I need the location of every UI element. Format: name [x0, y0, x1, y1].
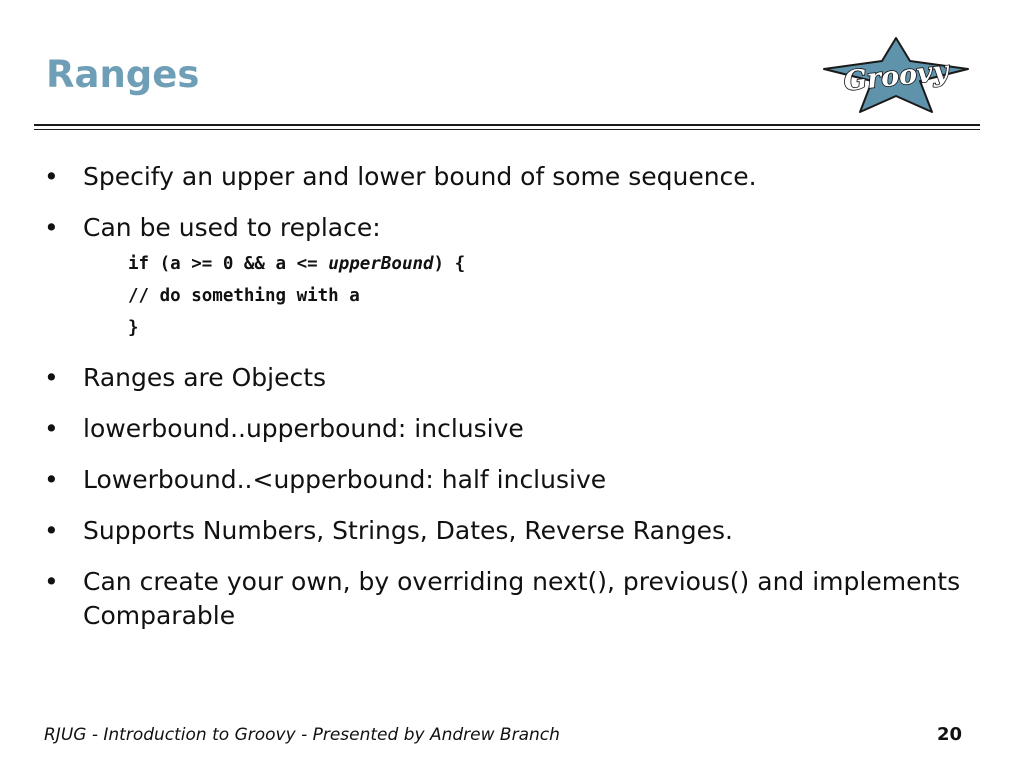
slide-title: Ranges	[46, 53, 200, 96]
bullet-item	[44, 211, 964, 245]
bullet-item	[44, 412, 964, 446]
bullet-item	[44, 565, 964, 633]
groovy-logo	[822, 36, 970, 114]
bullet-text: Lowerbound..<upperbound: half inclusive	[83, 465, 607, 494]
title-divider	[34, 124, 980, 126]
code-italic: upperBound	[328, 254, 434, 274]
bullet-text: Can create your own, by overriding next(), previous() and implements Comparable	[83, 567, 961, 630]
bullet-dot: •	[44, 213, 59, 242]
bullet-dot: •	[44, 567, 59, 596]
code-line	[128, 252, 465, 276]
bullet-text: Supports Numbers, Strings, Dates, Reverse Ranges.	[83, 516, 733, 545]
footer-caption: RJUG - Introduction to Groovy - Presented by Andrew Branch	[44, 725, 560, 745]
logo-text: Groovy	[842, 55, 950, 98]
code-text: ) {	[433, 254, 466, 274]
bullet-text: Specify an upper and lower bound of some sequence.	[83, 162, 757, 191]
code-text: if (a >= 0 && a <=	[128, 254, 329, 274]
bullet-item	[44, 361, 964, 395]
bullet-text: lowerbound..upperbound: inclusive	[83, 414, 524, 443]
bullet-dot: •	[44, 465, 59, 494]
bullet-item	[44, 160, 964, 194]
code-line: }	[128, 318, 139, 338]
title-divider-thin	[34, 129, 980, 130]
bullet-item	[44, 514, 964, 548]
bullet-dot: •	[44, 414, 59, 443]
bullet-text: Ranges are Objects	[83, 363, 327, 392]
bullet-dot: •	[44, 516, 59, 545]
code-line: // do something with a	[128, 286, 360, 306]
bullet-dot: •	[44, 162, 59, 191]
bullet-item	[44, 463, 964, 497]
bullet-dot: •	[44, 363, 59, 392]
page-number: 20	[936, 724, 962, 745]
bullet-text: Can be used to replace:	[83, 213, 381, 242]
